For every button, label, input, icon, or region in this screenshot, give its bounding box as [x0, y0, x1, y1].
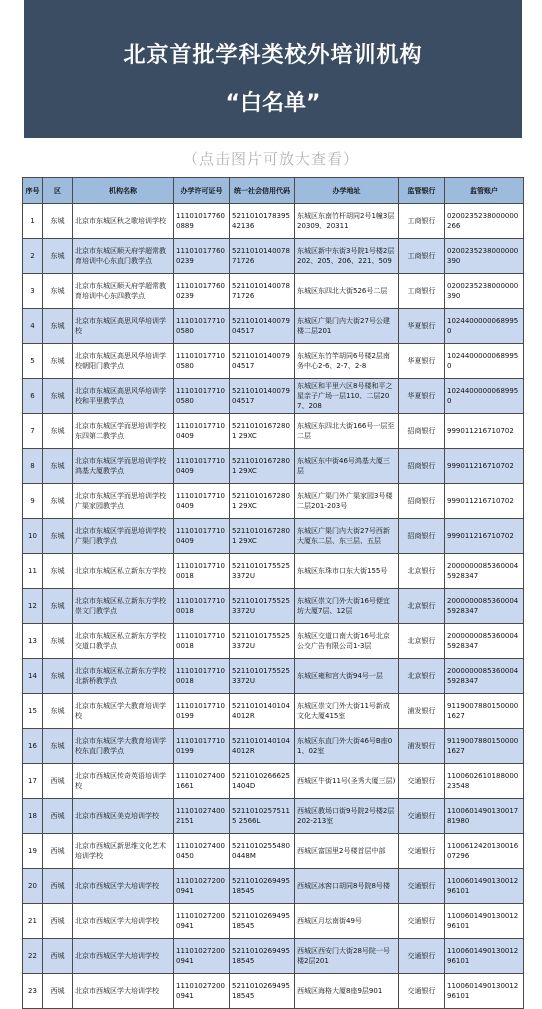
column-header: 办学许可证号: [174, 178, 230, 204]
table-cell: 东城区雍和宫大街94号一层: [295, 659, 399, 694]
table-cell: 招商银行: [399, 449, 445, 484]
table-cell: 6: [23, 379, 43, 414]
table-cell: 东城区和平里六区8号楼和平之星亲子广场一层110、二层207、208: [295, 379, 399, 414]
column-header: 机构名称: [73, 178, 174, 204]
table-cell: 交通银行: [399, 799, 445, 834]
table-row: [23, 729, 524, 764]
table-cell: 东城: [43, 309, 73, 344]
table-cell: 52110101401044012R: [230, 694, 295, 729]
table-cell: 10244000000689950: [445, 379, 524, 414]
table-cell: 东城区新中东街3号院1号楼2层202、205、206、221、509: [295, 239, 399, 274]
table-cell: 110060149013001296101: [445, 939, 524, 974]
table-cell: 北京市西城区新思维文化艺术培训学校: [73, 834, 174, 869]
column-header: 监管账户: [445, 178, 524, 204]
table-row: [23, 309, 524, 344]
table-header-row: [23, 178, 524, 204]
table-cell: 110060261018800023548: [445, 764, 524, 799]
table-cell: 10244000000689950: [445, 309, 524, 344]
table-cell: 东城区东珠市口东大街155号: [295, 554, 399, 589]
table-row: [23, 974, 524, 1009]
table-cell: 招商银行: [399, 519, 445, 554]
table-cell: 东城: [43, 449, 73, 484]
table-cell: 52110101672801 29XC: [230, 484, 295, 519]
table-cell: 西城区月坛南街49号: [295, 904, 399, 939]
table-cell: 北京市西城区美克培训学校: [73, 799, 174, 834]
table-cell: 东城区崇文门外大街11号新成文化大厦415室: [295, 694, 399, 729]
table-cell: 东城: [43, 554, 73, 589]
table-body: [23, 204, 524, 1009]
table-cell: 交通银行: [399, 904, 445, 939]
table-cell: 北京市西城区传奇英语培训学校: [73, 764, 174, 799]
title-banner: [24, 0, 522, 138]
table-cell: 111010177600239: [174, 239, 230, 274]
table-cell: 52110101672801 29XC: [230, 414, 295, 449]
table-cell: 111010177100409: [174, 414, 230, 449]
zoom-hint: （点击图片可放大查看）: [182, 150, 359, 168]
table-cell: 111010177100199: [174, 729, 230, 764]
table-cell: 工商银行: [399, 204, 445, 239]
table-cell: 北京市东城区私立新东方学校崇文门教学点: [73, 589, 174, 624]
table-cell: 111010274001661: [174, 764, 230, 799]
table-cell: 5: [23, 344, 43, 379]
table-row: [23, 694, 524, 729]
table-row: [23, 869, 524, 904]
table-row: [23, 484, 524, 519]
table-cell: 9: [23, 484, 43, 519]
table-cell: 11: [23, 554, 43, 589]
table-row: [23, 344, 524, 379]
table-cell: 0200235238000000390: [445, 274, 524, 309]
table-cell: 23: [23, 974, 43, 1009]
table-cell: 91190078801500001627: [445, 694, 524, 729]
table-cell: 10244000000689950: [445, 344, 524, 379]
table-cell: 111010177100409: [174, 484, 230, 519]
table-cell: 东城区东南竹杆胡同2号1幢3层20309、20311: [295, 204, 399, 239]
table-row: [23, 904, 524, 939]
table-cell: 0200235238000000390: [445, 239, 524, 274]
table-cell: 西城: [43, 764, 73, 799]
table-cell: 北京市东城区学大教育培训学校东直门教学点: [73, 729, 174, 764]
table-cell: 浦发银行: [399, 729, 445, 764]
table-cell: 110060149013001296101: [445, 904, 524, 939]
table-row: [23, 799, 524, 834]
table-cell: 521101014007871726: [230, 274, 295, 309]
column-header: 序号: [23, 178, 43, 204]
table-row: [23, 764, 524, 799]
table-cell: 19: [23, 834, 43, 869]
table-row: [23, 834, 524, 869]
table-cell: 52110102554800448M: [230, 834, 295, 869]
table-row: [23, 379, 524, 414]
table-cell: 西城: [43, 834, 73, 869]
table-row: [23, 939, 524, 974]
table-cell: 20: [23, 869, 43, 904]
table-cell: 西城: [43, 974, 73, 1009]
table-cell: 北京市西城区学大培训学校: [73, 904, 174, 939]
table-cell: 110060149013001296101: [445, 869, 524, 904]
table-cell: 12: [23, 589, 43, 624]
table-cell: 交通银行: [399, 939, 445, 974]
column-header: 区: [43, 178, 73, 204]
table-cell: 北京市东城区私立新东方学校北新桥教学点: [73, 659, 174, 694]
table-cell: 工商银行: [399, 274, 445, 309]
whitelist-table-container: [22, 177, 523, 1009]
table-cell: 22: [23, 939, 43, 974]
table-cell: 东城区广渠门内大街27号公建楼二层201: [295, 309, 399, 344]
table-cell: 西城区冰窖口胡同8号院8号楼: [295, 869, 399, 904]
table-row: [23, 659, 524, 694]
table-cell: 21: [23, 904, 43, 939]
table-cell: 3: [23, 274, 43, 309]
table-cell: 111010272000941: [174, 904, 230, 939]
table-cell: 北京银行: [399, 589, 445, 624]
table-cell: 111010177100580: [174, 344, 230, 379]
table-cell: 111010177100018: [174, 659, 230, 694]
table-cell: 0200235238000000266: [445, 204, 524, 239]
table-row: [23, 204, 524, 239]
table-cell: 17: [23, 764, 43, 799]
table-cell: 521101026949518545: [230, 904, 295, 939]
table-cell: 东城: [43, 589, 73, 624]
table-row: [23, 589, 524, 624]
table-cell: 东城: [43, 344, 73, 379]
table-cell: 20000000853600045928347: [445, 624, 524, 659]
table-cell: 2: [23, 239, 43, 274]
table-cell: 东城: [43, 379, 73, 414]
table-cell: 东城区东直门外大街46号B座01、02室: [295, 729, 399, 764]
table-cell: 浦发银行: [399, 694, 445, 729]
table-cell: 招商银行: [399, 414, 445, 449]
table-cell: 东城: [43, 694, 73, 729]
table-row: [23, 554, 524, 589]
table-cell: 北京市东城区顺天府学超常教育培训中心东直门教学点: [73, 239, 174, 274]
table-cell: 北京市东城区高思风华培训学校: [73, 309, 174, 344]
table-cell: 91190078801500001627: [445, 729, 524, 764]
table-row: [23, 274, 524, 309]
table-cell: 东城: [43, 659, 73, 694]
table-cell: 交通银行: [399, 869, 445, 904]
table-cell: 东城: [43, 729, 73, 764]
table-cell: 52110101401044012R: [230, 729, 295, 764]
table-cell: 西城区教场口街9号院2号楼2层202-213室: [295, 799, 399, 834]
table-cell: 111010274002151: [174, 799, 230, 834]
table-cell: 北京市西城区学大培训学校: [73, 974, 174, 1009]
table-cell: 华夏银行: [399, 309, 445, 344]
table-row: [23, 414, 524, 449]
table-cell: 东城: [43, 484, 73, 519]
column-header: 办学地址: [295, 178, 399, 204]
page-title: 北京首批学科类校外培训机构: [123, 43, 423, 68]
table-cell: 14: [23, 659, 43, 694]
table-cell: 西城: [43, 869, 73, 904]
column-header: 监管银行: [399, 178, 445, 204]
table-cell: 东城区东中街46号鸿基大厦三层: [295, 449, 399, 484]
table-cell: 西城: [43, 799, 73, 834]
table-cell: 北京市东城区顺天府学超常教育培训中心东四教学点: [73, 274, 174, 309]
table-cell: 52110101755253372U: [230, 589, 295, 624]
table-cell: 东城: [43, 274, 73, 309]
table-cell: 52110101672801 29XC: [230, 449, 295, 484]
table-cell: 110061242013001607296: [445, 834, 524, 869]
whitelist-table: [22, 177, 524, 1009]
table-row: [23, 624, 524, 659]
table-cell: 东城区广渠门外广渠家园3号楼二层201-203号: [295, 484, 399, 519]
table-row: [23, 239, 524, 274]
table-cell: 北京市东城区秋之歌培训学校: [73, 204, 174, 239]
table-cell: 西城: [43, 904, 73, 939]
table-cell: 521101014007871726: [230, 239, 295, 274]
table-cell: 111010272000941: [174, 974, 230, 1009]
table-cell: 北京银行: [399, 659, 445, 694]
table-cell: 北京市东城区私立新东方学校交道口教学点: [73, 624, 174, 659]
table-cell: 20000000853600045928347: [445, 659, 524, 694]
table-cell: 交通银行: [399, 974, 445, 1009]
table-cell: 999011216710702: [445, 484, 524, 519]
table-cell: 110060149013001781980: [445, 799, 524, 834]
table-cell: 4: [23, 309, 43, 344]
table-cell: 北京市东城区高思风华培训学校朝阳门教学点: [73, 344, 174, 379]
table-cell: 东城: [43, 414, 73, 449]
table-cell: 10: [23, 519, 43, 554]
table-cell: 52110102666251404D: [230, 764, 295, 799]
table-cell: 西城区海格大厦8座9层901: [295, 974, 399, 1009]
table-cell: 111010177100580: [174, 379, 230, 414]
table-cell: 111010177100018: [174, 554, 230, 589]
table-cell: 18: [23, 799, 43, 834]
table-cell: 521101014007904517: [230, 309, 295, 344]
table-cell: 111010177100018: [174, 589, 230, 624]
table-cell: 东城区广渠门内大街27号西新大厦东二层、东三层、五层: [295, 519, 399, 554]
table-cell: 521101014007904517: [230, 379, 295, 414]
table-cell: 华夏银行: [399, 379, 445, 414]
table-cell: 1: [23, 204, 43, 239]
table-cell: 111010177600239: [174, 274, 230, 309]
table-cell: 东城: [43, 204, 73, 239]
table-cell: 521101017839542136: [230, 204, 295, 239]
table-cell: 7: [23, 414, 43, 449]
table-cell: 北京市东城区高思风华培训学校和平里教学点: [73, 379, 174, 414]
table-cell: 北京市东城区学大教育培训学校: [73, 694, 174, 729]
table-cell: 52110101755253372U: [230, 659, 295, 694]
table-cell: 交通银行: [399, 764, 445, 799]
table-cell: 招商银行: [399, 484, 445, 519]
table-cell: 16: [23, 729, 43, 764]
table-cell: 111010272000941: [174, 939, 230, 974]
table-cell: 111010177600889: [174, 204, 230, 239]
table-cell: 999011216710702: [445, 519, 524, 554]
table-cell: 西城区牛街11号(圣秀大厦三层): [295, 764, 399, 799]
table-cell: 北京市西城区学大培训学校: [73, 939, 174, 974]
table-cell: 111010177100409: [174, 449, 230, 484]
table-cell: 999011216710702: [445, 449, 524, 484]
table-cell: 东城: [43, 519, 73, 554]
table-cell: 52110101672801 29XC: [230, 519, 295, 554]
table-cell: 110060149013001296101: [445, 974, 524, 1009]
table-cell: 北京市西城区学大培训学校: [73, 869, 174, 904]
table-cell: 521101026949518545: [230, 939, 295, 974]
table-cell: 东城: [43, 624, 73, 659]
table-cell: 北京市东城区学而思培训学校鸿基大厦教学点: [73, 449, 174, 484]
table-cell: 20000000853600045928347: [445, 589, 524, 624]
table-cell: 北京市东城区学而思培训学校东四第二教学点: [73, 414, 174, 449]
table-cell: 52110101755253372U: [230, 554, 295, 589]
table-cell: 8: [23, 449, 43, 484]
table-cell: 111010272000941: [174, 869, 230, 904]
table-cell: 111010177100018: [174, 624, 230, 659]
table-cell: 111010177100409: [174, 519, 230, 554]
table-cell: 111010177100199: [174, 694, 230, 729]
table-cell: 北京银行: [399, 554, 445, 589]
table-cell: 52110101755253372U: [230, 624, 295, 659]
table-cell: 北京市东城区私立新东方学校: [73, 554, 174, 589]
table-cell: 北京市东城区学而思培训学校广渠门教学点: [73, 519, 174, 554]
table-cell: 东城区崇文门外大街16号便宜坊大厦7层、12层: [295, 589, 399, 624]
column-header: 统一社会信用代码: [230, 178, 295, 204]
table-cell: 111010177100580: [174, 309, 230, 344]
table-cell: 13: [23, 624, 43, 659]
table-cell: 东城区东四北大街166号一层至二层: [295, 414, 399, 449]
table-cell: 西城区富国里2号楼首层中部: [295, 834, 399, 869]
table-cell: 999011216710702: [445, 414, 524, 449]
table-cell: 521101026949518545: [230, 869, 295, 904]
table-row: [23, 449, 524, 484]
table-cell: 52110102575115 2566L: [230, 799, 295, 834]
table-cell: 北京银行: [399, 624, 445, 659]
table-cell: 20000000853600045928347: [445, 554, 524, 589]
table-cell: 521101026949518545: [230, 974, 295, 1009]
table-cell: 华夏银行: [399, 344, 445, 379]
table-cell: 东城: [43, 239, 73, 274]
table-cell: 东城区东竹竿胡同6号楼2层南务中心2-6、2-7、2-8: [295, 344, 399, 379]
table-cell: 111010274000450: [174, 834, 230, 869]
table-cell: 北京市东城区学而思培训学校广渠家园教学点: [73, 484, 174, 519]
table-cell: 15: [23, 694, 43, 729]
table-cell: 东城区东四北大街526号二层: [295, 274, 399, 309]
table-row: [23, 519, 524, 554]
table-cell: 交通银行: [399, 834, 445, 869]
page-subtitle: “白名单”: [225, 91, 321, 116]
table-cell: 工商银行: [399, 239, 445, 274]
table-cell: 西城区西安门大街28号院一号楼2层201: [295, 939, 399, 974]
table-cell: 东城区交道口南大街16号北京公交广告有限公司1-3层: [295, 624, 399, 659]
table-cell: 521101014007904517: [230, 344, 295, 379]
table-cell: 西城: [43, 939, 73, 974]
